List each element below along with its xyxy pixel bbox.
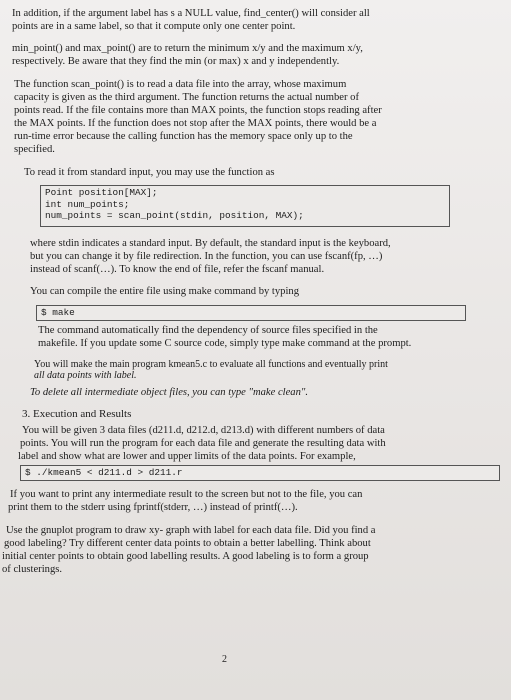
para-line: of clusterings.	[2, 564, 63, 575]
para-line: To delete all intermediate object files, you can type "make clean".	[30, 387, 308, 398]
code-line: Point position[MAX];	[45, 187, 158, 198]
para-line: points. You will run the program for each data file and generate the resulting data with	[20, 438, 386, 449]
para-line: label and show what are lower and upper limits of the data points. For example,	[18, 451, 356, 462]
para-line: good labeling? Try different center data points to obtain a better labelling. Think about	[4, 538, 371, 549]
para-line: capacity is given as the third argument. The function returns the actual number of	[14, 92, 359, 103]
para-line: print them to the stderr using fprintf(stderr, …) instead of printf(…).	[8, 502, 298, 513]
para-line: To read it from standard input, you may use the function as	[24, 167, 275, 178]
page-number: 2	[222, 654, 227, 665]
para-line: points are in a same label, so that it compute only one center point.	[12, 21, 296, 32]
para-line: the MAX points. If the function does not stop after the MAX points, there would be a	[14, 118, 377, 129]
para-line: initial center points to obtain good labelling results. A good labeling is to form a group	[2, 551, 369, 562]
para-line: respectively. Be aware that they find the min (or max) x and y independently.	[12, 56, 340, 67]
code-block	[20, 465, 500, 481]
para-line: but you can change it by file redirection. In the function, you can use fscanf(fp, …)	[30, 251, 383, 262]
code-line: num_points = scan_point(stdin, position, MAX);	[45, 210, 304, 221]
para-line: You can compile the entire file using make command by typing	[30, 286, 300, 297]
para-line: run-time error because the calling function has the memory space only up to the	[14, 131, 353, 142]
para-line: makefile. If you update some C source code, simply type make command at the prompt.	[38, 338, 412, 349]
para-line: specified.	[14, 144, 55, 155]
para-line: instead of scanf(…). To know the end of file, refer the fscanf manual.	[30, 264, 325, 275]
para-line: where stdin indicates a standard input. By default, the standard input is the keyboard,	[30, 238, 391, 249]
code-block	[36, 305, 466, 321]
para-line: Use the gnuplot program to draw xy- graph with label for each data file. Did you find a	[6, 525, 376, 536]
para-line: If you want to print any intermediate result to the screen but not to the file, you can	[10, 489, 363, 500]
para-line: all data points with label.	[34, 370, 137, 381]
code-line: $ ./kmean5 < d211.d > d211.r	[25, 467, 183, 478]
code-line: int num_points;	[45, 198, 130, 210]
para-line: In addition, if the argument label has s a NULL value, find_center() will consider all	[12, 8, 370, 19]
code-block	[40, 185, 450, 227]
para-line: The command automatically find the dependency of source files specified in the	[38, 325, 378, 336]
para-line: min_point() and max_point() are to return the minimum x/y and the maximum x/y,	[12, 43, 363, 54]
section-heading: 3. Execution and Results	[22, 408, 132, 420]
para-line: You will be given 3 data files (d211.d, d212.d, d213.d) with different numbers of data	[22, 425, 385, 436]
code-line: $ make	[41, 307, 75, 318]
para-line: The function scan_point() is to read a data file into the array, whose maximum	[14, 79, 347, 90]
para-line: points read. If the file contains more than MAX points, the function stops reading after	[14, 105, 382, 116]
para-line: You will make the main program kmean5.c to evaluate all functions and eventually print	[34, 359, 388, 370]
